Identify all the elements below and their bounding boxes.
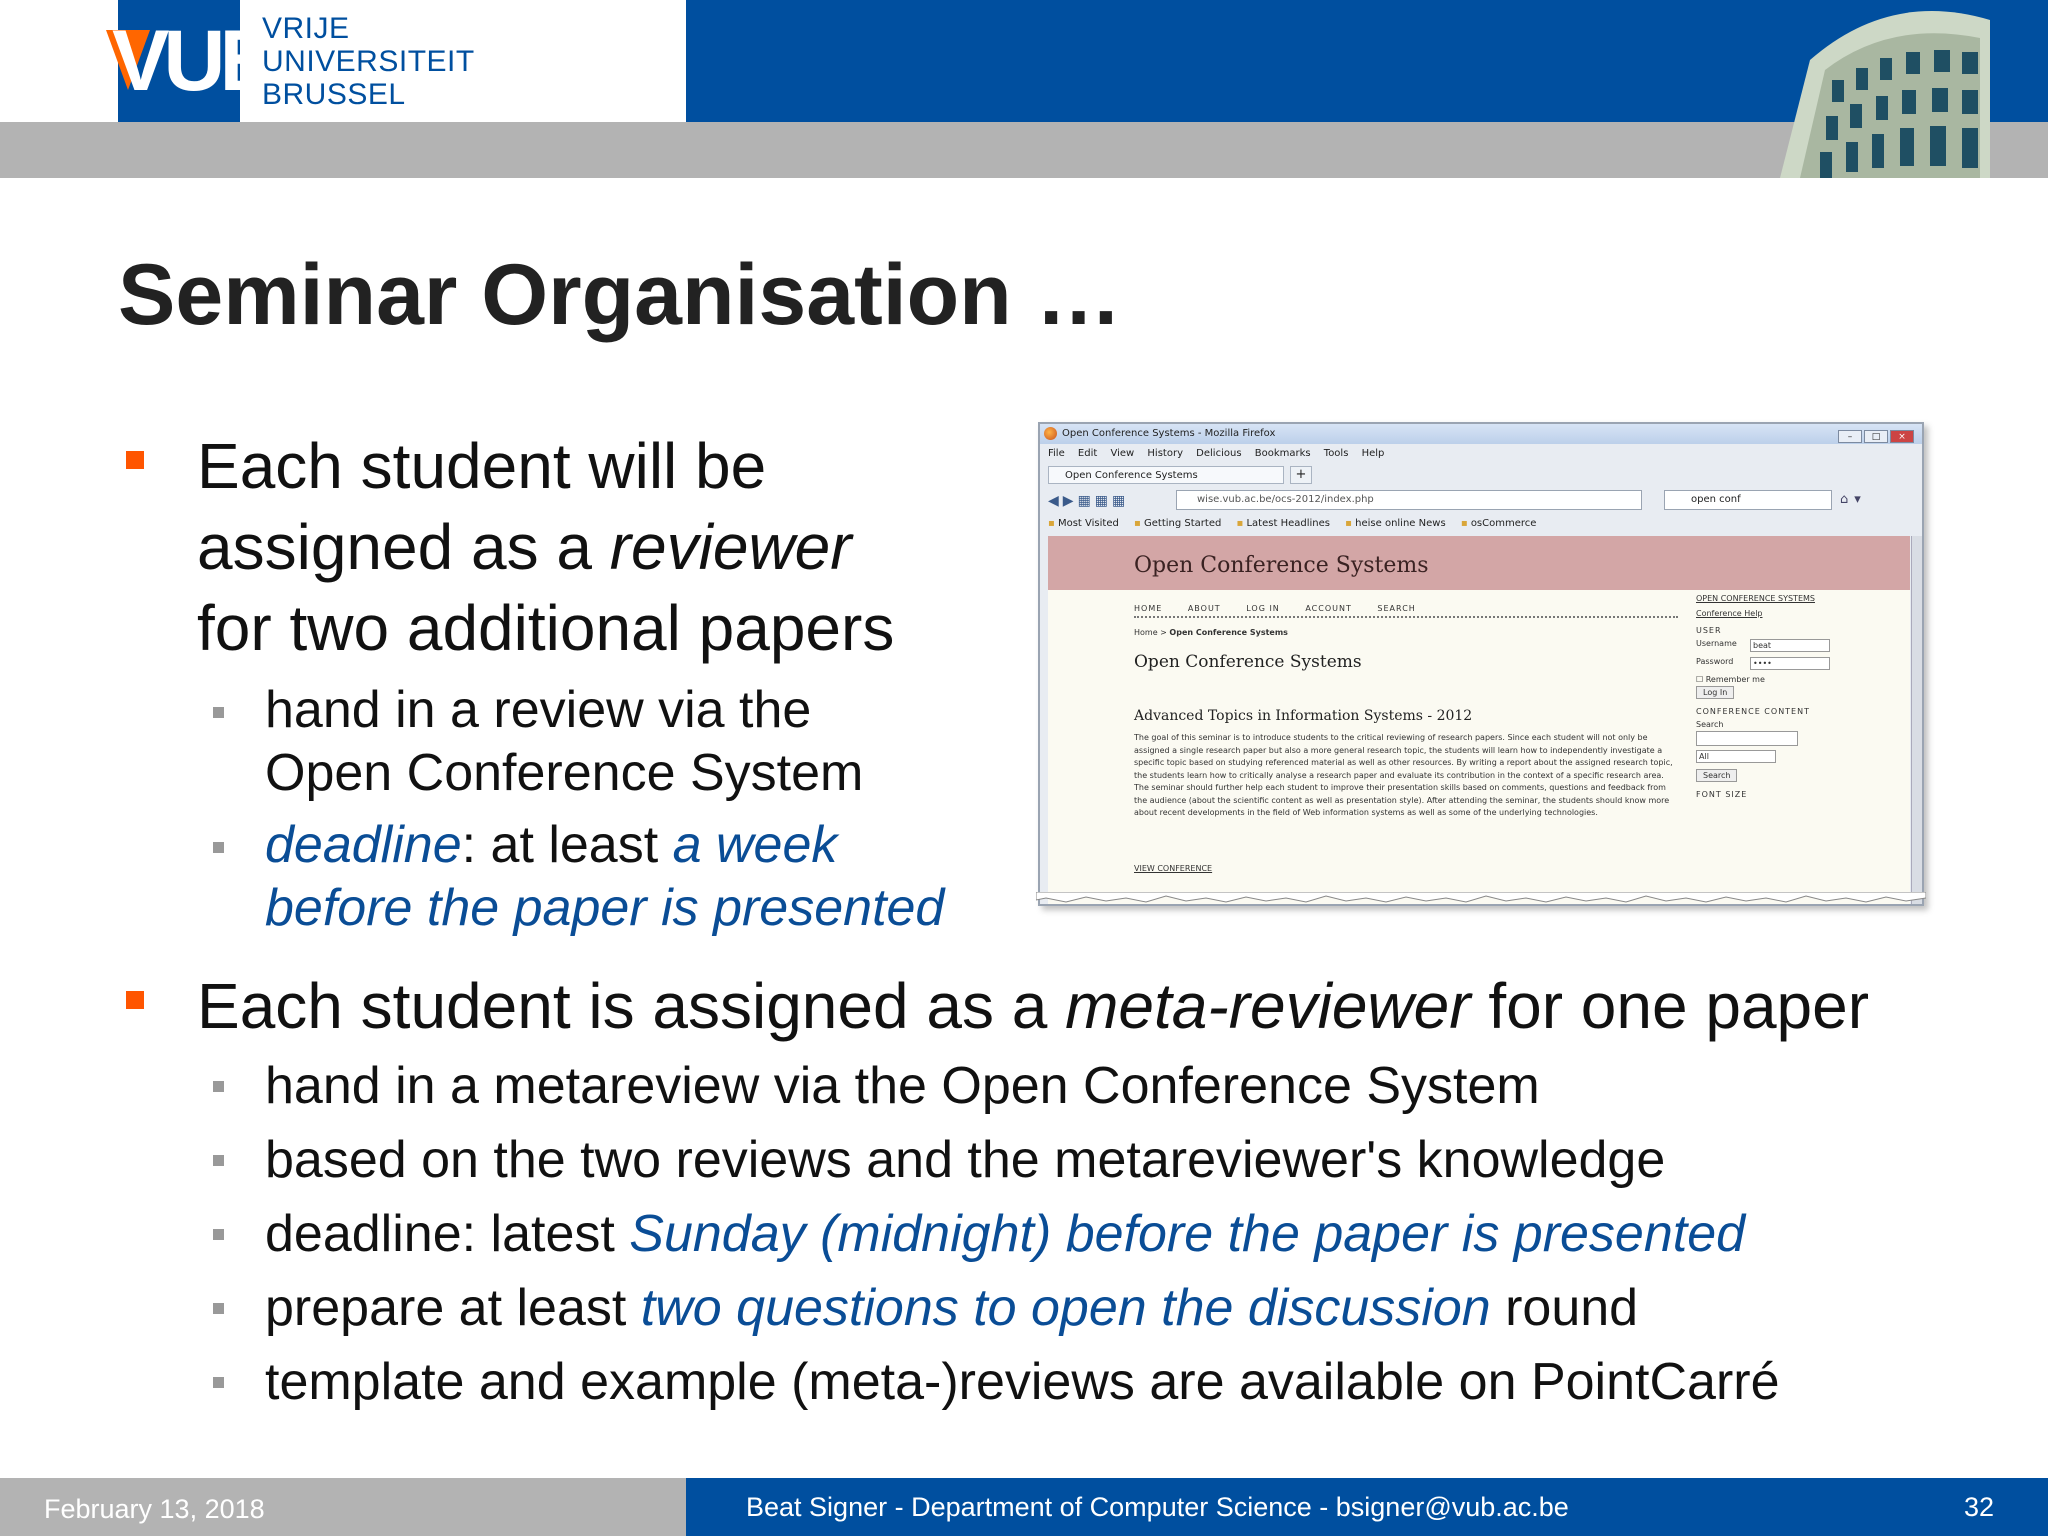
a-week-term: a week	[672, 816, 838, 874]
search-box: open conf	[1664, 490, 1832, 510]
sub-bullet-review-line2: Open Conference System	[265, 744, 864, 802]
sub-bullet-marker	[213, 707, 224, 718]
torn-edge	[1036, 892, 1926, 908]
page-heading: Open Conference Systems	[1134, 652, 1362, 672]
university-name-line: BRUSSEL	[262, 78, 406, 111]
bookmark-item: ▪ heise online News	[1345, 518, 1445, 529]
search-button: Search	[1696, 769, 1737, 782]
user-caption: USER	[1696, 626, 1722, 635]
sub-bullet-template: template and example (meta-)reviews are available on PointCarré	[265, 1353, 1780, 1411]
sub-bullet-marker	[213, 1081, 224, 1092]
browser-title-bar	[1040, 424, 1922, 444]
sub-bullet-metareview: hand in a metareview via the Open Conference System	[265, 1057, 1540, 1115]
new-tab-icon: +	[1290, 466, 1312, 484]
sidebar-link-help: Conference Help	[1696, 609, 1763, 618]
browser-window-title: Open Conference Systems - Mozilla Firefox	[1062, 428, 1276, 439]
menu-icon: ▾	[1854, 492, 1867, 507]
search-label: Search	[1696, 720, 1724, 729]
bullet1-line1: Each student will be	[197, 430, 767, 502]
sub-bullet-marker	[213, 842, 224, 853]
maximize-icon: □	[1864, 430, 1888, 443]
slide-title: Seminar Organisation …	[118, 247, 1122, 343]
search-scope-select: All	[1696, 750, 1776, 763]
back-icon: ◀	[1048, 493, 1063, 509]
deadline-text: : at least	[461, 816, 673, 874]
nav-buttons	[1048, 492, 1129, 510]
sub-bullet-questions-post: round	[1490, 1279, 1639, 1337]
menu-bookmarks: Bookmarks	[1254, 448, 1311, 459]
bookmark-item: ▪ Getting Started	[1134, 518, 1221, 529]
sub-bullet-based-on: based on the two reviews and the metareviewer's knowledge	[265, 1131, 1666, 1189]
bookmarks-bar	[1048, 516, 1548, 532]
sub-bullet-deadline-line2: before the paper is presented	[265, 879, 945, 937]
browser-tab: Open Conference Systems	[1048, 466, 1284, 484]
crumb-sep: >	[1157, 628, 1170, 637]
web-page	[1048, 536, 1910, 904]
password-label: Password	[1696, 657, 1734, 666]
bullet1-line2-text: assigned as a	[197, 511, 610, 583]
window-controls	[1836, 427, 1916, 441]
building-image	[1740, 0, 2000, 178]
sidebar-link-ocs: OPEN CONFERENCE SYSTEMS	[1696, 594, 1815, 603]
menu-delicious: Delicious	[1196, 448, 1242, 459]
username-row	[1696, 639, 1856, 657]
conference-title: Advanced Topics in Information Systems - 2012	[1134, 708, 1473, 724]
menu-help: Help	[1361, 448, 1385, 459]
nav-search: SEARCH	[1377, 604, 1416, 613]
nav-about: ABOUT	[1187, 604, 1221, 613]
sub-bullet-marker	[213, 1229, 224, 1240]
footer-author: Beat Signer - Department of Computer Science - bsigner@vub.ac.be	[746, 1492, 1569, 1522]
university-name	[262, 12, 475, 111]
meta-reviewer-term: meta-reviewer	[1065, 970, 1471, 1042]
password-field: ••••	[1750, 657, 1830, 670]
menu-tools: Tools	[1323, 448, 1349, 459]
site-title: Open Conference Systems	[1134, 553, 1429, 578]
sub-bullet-deadline-text: deadline: latest	[265, 1205, 630, 1263]
password-row	[1696, 657, 1856, 675]
sub-bullet-questions	[265, 1277, 1638, 1340]
firefox-icon	[1044, 427, 1057, 440]
deadline-term: deadline	[265, 816, 462, 874]
sub-bullet-marker	[213, 1155, 224, 1166]
username-label: Username	[1696, 639, 1737, 648]
bookmark-item: ▪ Most Visited	[1048, 518, 1119, 529]
menu-edit: Edit	[1077, 448, 1098, 459]
content-caption: CONFERENCE CONTENT	[1696, 707, 1810, 716]
sub-bullet-marker	[213, 1377, 224, 1388]
bullet-marker	[126, 451, 144, 469]
menu-view: View	[1110, 448, 1135, 459]
vub-logo-text: VUB	[112, 13, 276, 109]
nav-login: LOG IN	[1246, 604, 1280, 613]
view-conference-link: VIEW CONFERENCE	[1134, 864, 1213, 873]
sub-bullet-deadline	[265, 1203, 1745, 1266]
sub-bullet-review-line1: hand in a review via the	[265, 681, 812, 739]
site-sidebar	[1696, 594, 1856, 803]
conference-description: The goal of this seminar is to introduce students to the critical reviewing of research papers. Since each student will not only be assigned a single research paper but also a more general research topic, the students will learn how to independently investigate a specific topic based on studying referenced material as well as other resources. By writing a report about the assigned research topic, the students learn how to critically analyse a research paper and evaluate its contribution in the context of a specific research area. The seminar should further help each student to improve their presentation skills based on comments, questions and feedback from the audience (about the scientific content as well as presentation style). After attending the seminar, the students should know more about recent developments in the field of Web information systems as well as some of the underlying technologies.	[1134, 733, 1673, 817]
bullet1-line3: for two additional papers	[197, 592, 895, 664]
crumb-home: Home	[1134, 628, 1158, 637]
page-number: 32	[1964, 1492, 1995, 1522]
content-search-field	[1696, 731, 1798, 746]
two-questions-term: two questions to open the discussion	[640, 1279, 1491, 1337]
bullet1-line2	[197, 507, 852, 588]
address-bar: wise.vub.ac.be/ocs-2012/index.php	[1176, 490, 1642, 510]
breadcrumb	[1134, 628, 1288, 637]
username-field: beat	[1750, 639, 1830, 652]
browser-menu-bar	[1048, 446, 1394, 462]
sub-bullet-deadline-line1	[265, 814, 837, 877]
reviewer-term: reviewer	[609, 511, 852, 583]
forward-icon: ▶	[1062, 493, 1078, 509]
bullet2-text-post: for one paper	[1470, 970, 1870, 1042]
university-name-line: UNIVERSITEIT	[262, 45, 475, 78]
footer-date: February 13, 2018	[44, 1494, 265, 1524]
login-button: Log In	[1696, 686, 1734, 699]
sub-bullet-marker	[213, 1303, 224, 1314]
browser-screenshot	[1038, 422, 1924, 906]
minimize-icon: –	[1838, 430, 1862, 443]
toolbar-right-icons	[1840, 492, 1867, 507]
nav-divider	[1134, 616, 1678, 618]
university-name-line: VRIJE	[262, 12, 350, 45]
crumb-current: Open Conference Systems	[1169, 628, 1288, 637]
remember-me: ☐ Remember me	[1696, 675, 1765, 684]
nav-home: HOME	[1134, 604, 1163, 613]
bookmark-item: ▪ Latest Headlines	[1237, 518, 1330, 529]
browser-scrollbar	[1911, 536, 1922, 904]
home-icon: ⌂	[1840, 492, 1855, 507]
site-nav	[1134, 604, 1438, 613]
remember-label: Remember me	[1705, 675, 1765, 684]
bullet2-text-pre: Each student is assigned as a	[197, 970, 1066, 1042]
bullet-marker	[126, 991, 144, 1009]
site-header	[1048, 536, 1910, 590]
font-size-caption: FONT SIZE	[1696, 790, 1748, 799]
sunday-deadline-term: Sunday (midnight) before the paper is presented	[629, 1205, 1746, 1263]
bookmark-item: ▪ osCommerce	[1461, 518, 1537, 529]
close-icon: ×	[1890, 430, 1914, 443]
sub-bullet-questions-pre: prepare at least	[265, 1279, 641, 1337]
bullet2-line	[197, 966, 1869, 1047]
menu-file: File	[1048, 448, 1065, 459]
menu-history: History	[1147, 448, 1183, 459]
toolbar-icons: ▦▦▦	[1077, 493, 1130, 509]
nav-account: ACCOUNT	[1305, 604, 1352, 613]
